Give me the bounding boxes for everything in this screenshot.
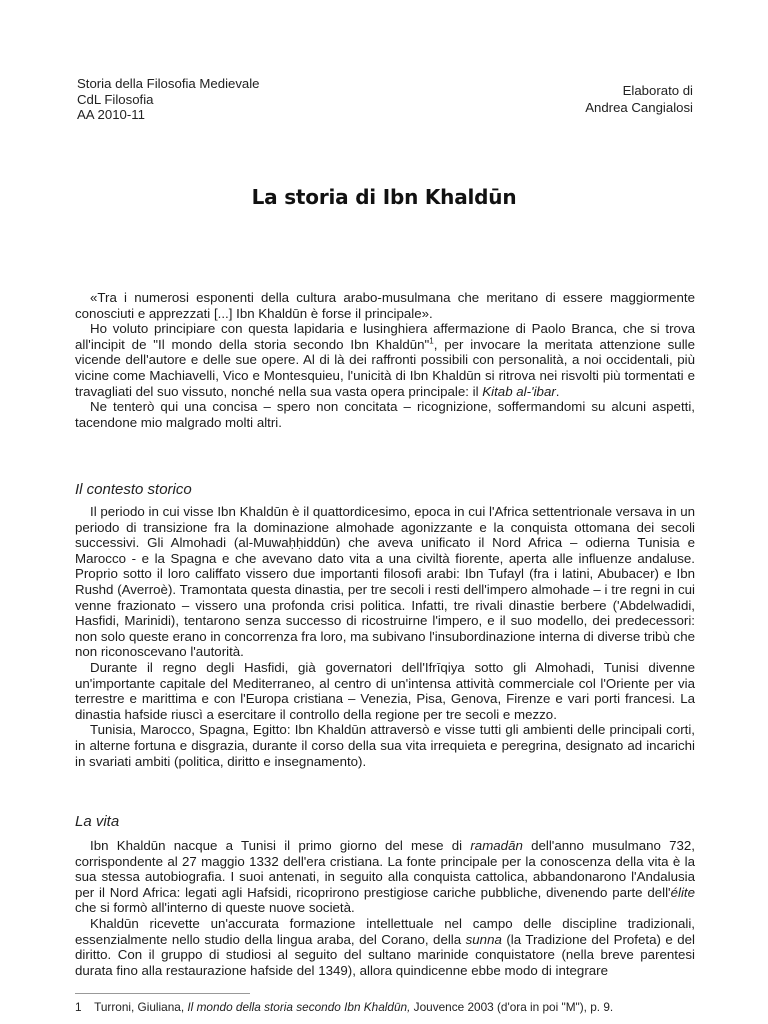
intro-paragraph-3: Ne tenterò qui una concisa – spero non concitata – ricognizione, soffermandomi su alcuni aspetti, tacendone mio malgrado molti altri. — [75, 399, 695, 430]
intro-p2-text-a: Ho voluto principiare con questa lapidaria e lusinghiera affermazione di Paolo Branca, che si trova all'incipit de "Il mondo della storia secondo Ibn Khaldūn" — [75, 321, 695, 352]
life-p1-text-b: dell'anno musulmano 732, corrispondente al 27 maggio 1332 dell'era cristiana. La fonte principale per la conoscenza della vita è la sua stessa autobiografia. I suoi antenati, in seguito alla conquista cattolica, abbandonarono l'Andalusia per il Nord Africa: legati agli Hafsidi, ricoprirono prestigiose cariche pubbliche, divenendo parte dell' — [75, 838, 695, 900]
life-p2-text-b: (la Tradizione del Profeta) e del diritto. Con il gruppo di studiosi al seguito del sultano marinide conquistatore (nella breve parentesi durata fino alla restaurazione hafside del 1349), allora quindicenne ebbe modo di integrare — [75, 931, 695, 978]
author-name: Andrea Cangialosi — [585, 100, 693, 115]
context-paragraph-3: Tunisia, Marocco, Spagna, Egitto: Ibn Khaldūn attraversò e visse tutti gli ambienti delle principali corti, in alterne fortuna e disgrazia, durante il corso della sua vita irrequieta e peregrina, designato ad incarichi in svariati ambiti (politica, diritto e insegnamento). — [75, 722, 695, 769]
life-p1-text-c: che si formò all'interno di queste nuove società. — [75, 900, 355, 916]
footnote-rest: Jouvence 2003 (d'ora in poi "M"), p. 9. — [413, 1000, 614, 1014]
intro-p2-text-b: , per invocare la meritata attenzione sulle vicende dell'autore e delle sue opere. Al di là dei raffronti possibili con personalità, a noi occidentali, più vicine come Machiavelli, Vico e Montesquieu, l'unicità di Ibn Khaldūn si ritrova nei risvolti più tormentati e travagliati del suo vissuto, nonché nella sua vasta opera principale: il — [75, 336, 695, 399]
section-heading-life: La vita — [75, 813, 120, 830]
page-title: La storia di Ibn Khaldūn — [251, 185, 517, 209]
footnote-1 — [75, 1000, 695, 1014]
footnote-author: Turroni, Giuliana, — [94, 1000, 185, 1014]
work-title: Kitab al-'ibar — [482, 383, 556, 399]
program-name: CdL Filosofia — [77, 91, 154, 107]
section-heading-historical-context: Il contesto storico — [75, 481, 192, 498]
intro-paragraph-1: «Tra i numerosi esponenti della cultura arabo-musulmana che meritano di essere maggiormente conosciuti e apprezzati [...] Ibn Khaldūn è forse il principale». — [75, 290, 695, 321]
footnote-divider — [75, 993, 250, 994]
intro-p2-end: . — [555, 383, 560, 399]
footnote-work: Il mondo della storia secondo Ibn Khaldūn, — [187, 1000, 411, 1014]
elite-term: élite — [670, 884, 695, 900]
sunna-term: sunna — [465, 931, 502, 947]
intro-paragraph-2 — [75, 321, 695, 399]
life-paragraph-1 — [75, 838, 695, 916]
footnote-ref-1[interactable]: 1 — [429, 336, 434, 346]
credit-label: Elaborato di — [622, 83, 693, 98]
life-section — [75, 838, 695, 978]
context-paragraph-2: Durante il regno degli Hasfidi, già governatori dell'Ifrīqiya sotto gli Almohadi, Tunisi divenne un'importante capitale del Mediterraneo, al centro di un'intensa attività commerciale col l'Oriente per via terrestre e marittima e con l'Europa cristiana – Venezia, Pisa, Genova, Firenze e vari porti francesi. La dinastia hafside riuscì a esercitare il controllo della regione per tre secoli e mezzo. — [75, 659, 695, 722]
life-p1-text-a: Ibn Khaldūn nacque a Tunisi il primo giorno del mese di — [90, 838, 471, 853]
footnote-number: 1 — [75, 1000, 82, 1014]
academic-year: AA 2010-11 — [77, 107, 145, 122]
life-p2-text-a: Khaldūn ricevette un'accurata formazione intellettuale nel campo delle discipline tradizionali, essenzialmente nello studio della lingua araba, del Corano, della — [75, 915, 695, 947]
context-paragraph-1: Il periodo in cui visse Ibn Khaldūn è il quattordicesimo, epoca in cui l'Africa settentrionale versava in un periodo di transizione fra la dominazione almohade agonizzante e la conquista ottomana dei secoli successivi. Gli Almohadi (al-Muwaḥḥiddūn) che aveva unificato il Nord Africa – odierna Tunisia e Marocco - e la Spagna e che avevano dato vita a una civiltà fiorente, aperta alle influenze andaluse. Proprio sotto il loro califfato vissero due importanti filosofi arabi: Ibn Tufayl (fra i latini, Abubacer) e Ibn Rushd (Averroè). Tramontata questa dinastia, per tre secoli i resti dell'impero almohade – i tre regni in cui venne frazionato – vissero una profonda crisi politica. Infatti, tre rivali dinastie berbere ('Abdelwadidi, Hasfidi, Marinidi), tentarono senza successo di ricostruirne l'impero, e il suo modello, dei predecessori: non solo queste erano in concorrenza fra loro, ma subivano l'insubordinazione interna di diverse tribù che non riconoscevano l'autorità. — [75, 504, 695, 660]
month-term: ramadān — [470, 838, 523, 853]
intro-section — [75, 290, 695, 430]
course-info — [77, 76, 260, 123]
life-paragraph-2 — [75, 916, 695, 978]
historical-context-section — [75, 504, 695, 769]
author-info — [585, 82, 693, 116]
course-name: Storia della Filosofia Medievale — [77, 76, 260, 91]
